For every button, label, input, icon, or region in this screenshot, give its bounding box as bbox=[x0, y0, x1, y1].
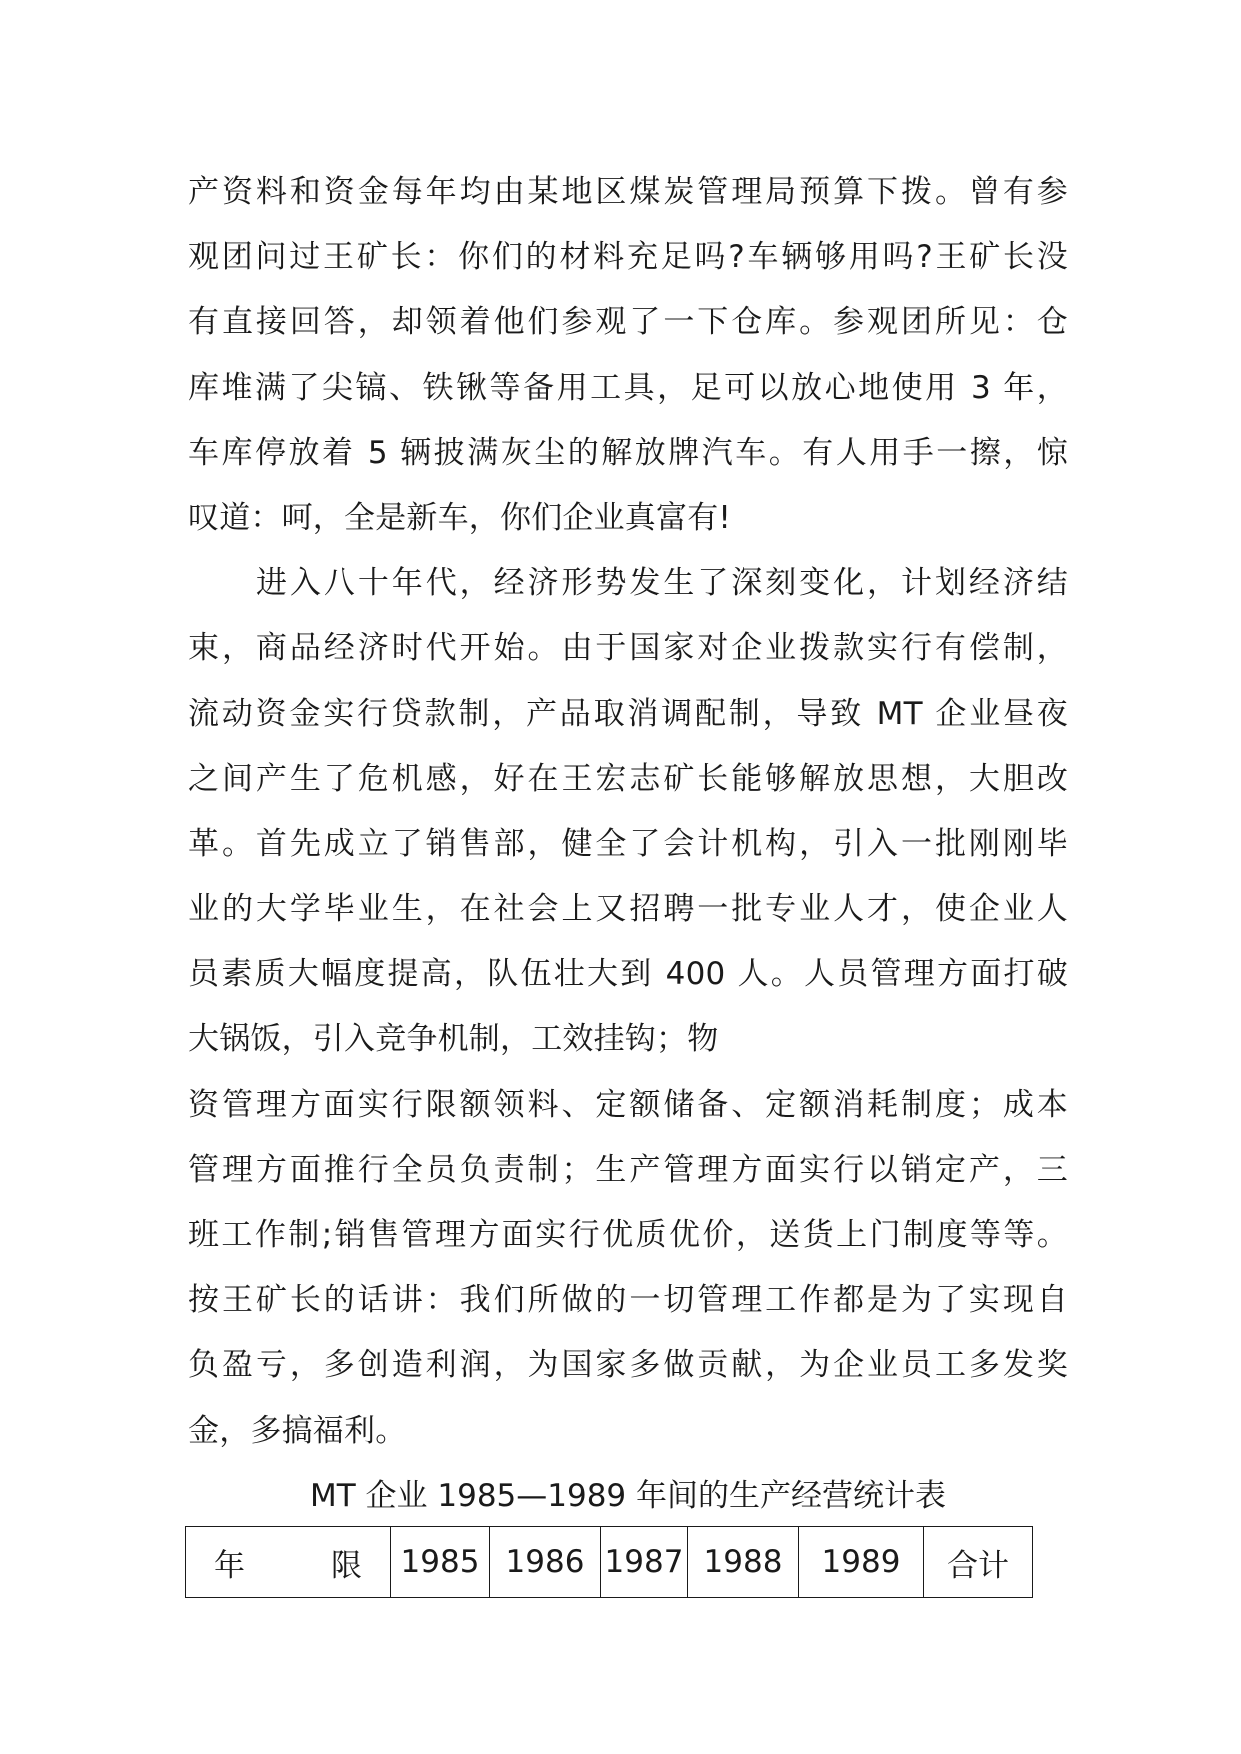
paragraph-1-line-2: 观团问过王矿长：你们的材料充足吗?车辆够用吗?王矿长没 bbox=[188, 239, 1068, 276]
body-text bbox=[188, 160, 1068, 1464]
paragraph-2-line-6: 业的大学毕业生，在社会上又招聘一批专业人才，使企业人 bbox=[188, 891, 1068, 928]
paragraph-2-line-4: 之间产生了危机感，好在王宏志矿长能够解放思想，大胆改 bbox=[188, 760, 1068, 797]
table-header-cell-1985: 1985 bbox=[391, 1527, 490, 1598]
statistics-table bbox=[185, 1526, 1033, 1598]
table-header-cell-1987: 1987 bbox=[601, 1527, 688, 1598]
paragraph-2-line-13: 负盈亏，多创造利润，为国家多做贡献，为企业员工多发奖 bbox=[188, 1347, 1068, 1384]
table-header-cell-total: 合计 bbox=[924, 1527, 1033, 1598]
table-header-cell-1988: 1988 bbox=[688, 1527, 799, 1598]
paragraph-2-line-9: 资管理方面实行限额领料、定额储备、定额消耗制度；成本 bbox=[188, 1086, 1068, 1123]
paragraph-2-line-14: 金，多搞福利。 bbox=[188, 1412, 407, 1449]
table-header-cell-1989: 1989 bbox=[799, 1527, 924, 1598]
table-title: MT 企业 1985—1989 年间的生产经营统计表 bbox=[309, 1478, 947, 1514]
paragraph-1-line-1: 产资料和资金每年均由某地区煤炭管理局预算下拨。曾有参 bbox=[188, 174, 1068, 210]
table-header-cell-1986: 1986 bbox=[490, 1527, 601, 1598]
paragraph-2-line-12: 按王矿长的话讲：我们所做的一切管理工作都是为了实现自 bbox=[188, 1282, 1068, 1319]
paragraph-1-line-5: 车库停放着 5 辆披满灰尘的解放牌汽车。有人用手一擦，惊 bbox=[188, 434, 1068, 471]
paragraph-2-line-8: 大锅饭，引入竞争机制，工效挂钩；物 bbox=[188, 1021, 719, 1058]
paragraph-2-line-11: 班工作制;销售管理方面实行优质优价，送货上门制度等等。 bbox=[188, 1217, 1068, 1253]
paragraph-2-line-5: 革。首先成立了销售部，健全了会计机构，引入一批刚刚毕 bbox=[188, 825, 1068, 862]
paragraph-1-line-6: 叹道：呵，全是新车，你们企业真富有! bbox=[188, 499, 732, 536]
paragraph-2-line-3: 流动资金实行贷款制，产品取消调配制，导致 MT 企业昼夜 bbox=[188, 695, 1068, 732]
table-header-cell-label: 年 限 bbox=[186, 1527, 391, 1598]
paragraph-1-line-4: 库堆满了尖镐、铁锹等备用工具，足可以放心地使用 3 年， bbox=[188, 369, 1068, 406]
paragraph-2-line-7: 员素质大幅度提高，队伍壮大到 400 人。人员管理方面打破 bbox=[188, 956, 1068, 993]
paragraph-2-line-2: 束，商品经济时代开始。由于国家对企业拨款实行有偿制， bbox=[188, 630, 1068, 667]
paragraph-1-line-3: 有直接回答，却领着他们参观了一下仓库。参观团所见：仓 bbox=[188, 304, 1068, 341]
paragraph-2-line-10: 管理方面推行全员负责制；生产管理方面实行以销定产，三 bbox=[188, 1151, 1068, 1188]
table-header-row bbox=[186, 1527, 1033, 1598]
paragraph-2-line-1: 进入八十年代，经济形势发生了深刻变化，计划经济结 bbox=[256, 565, 1068, 602]
